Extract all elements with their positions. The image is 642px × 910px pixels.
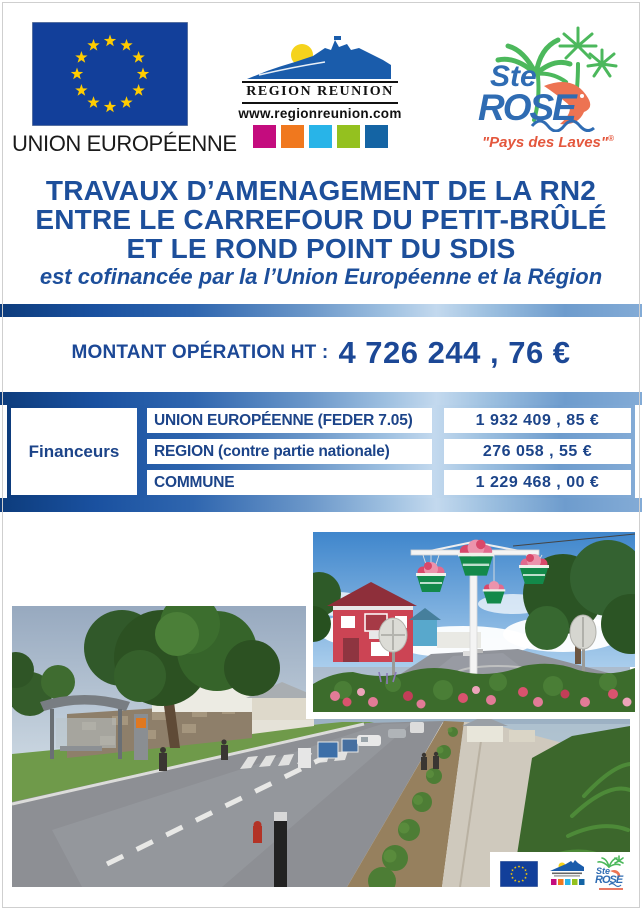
table-row-label: REGION (contre partie nationale) [147,439,432,464]
region-logo-website: www.regionreunion.com [238,106,402,121]
svg-text:ROSE: ROSE [594,874,622,886]
region-mountain-icon [245,36,395,80]
eu-flag-mini-icon [500,861,538,887]
footer-logo-strip [490,852,637,896]
sterose-name-bottom: ROSE [478,87,575,128]
title-line-3: ET LE ROND POINT DU SDIS [126,233,516,264]
sterose-logo-icon [474,24,622,132]
registered-mark: ® [608,134,614,143]
table-row-amount: 1 932 409 , 85 € [444,408,631,433]
svg-text:Ste: Ste [595,866,610,876]
region-square [253,125,276,148]
sterose-mini-icon [595,855,627,893]
gradient-bar [0,392,642,405]
region-square [309,125,332,148]
gradient-bar [0,304,642,317]
region-square-mini [551,879,557,885]
table-row-label: UNION EUROPÉENNE (FEDER 7.05) [147,408,432,433]
eu-logo-label: UNION EUROPÉENNE [12,131,237,156]
fire-hydrant [253,821,262,843]
flower-street-photo [306,532,635,719]
region-reunion-mini-icon [549,859,585,889]
region-logo-name: REGION REUNION [242,81,398,104]
bollard [274,812,287,887]
financeurs-table [7,405,635,498]
region-square [337,125,360,148]
title-line-2: ENTRE LE CARREFOUR DU PETIT-BRÛLÉ [35,204,607,235]
gradient-bar [0,498,642,512]
vacoa-spikes [560,28,616,76]
region-square [281,125,304,148]
table-row-label: COMMUNE [147,470,432,495]
cofinancing-subtitle: est cofinancée par la l’Union Européenne et la Région [39,264,603,289]
sterose-logo [472,24,624,151]
title-line-1: TRAVAUX D’AMENAGEMENT DE LA RN2 [45,175,597,206]
region-color-squares [236,125,404,148]
amount-value: 4 726 244 , 76 € [338,334,571,370]
region-square [365,125,388,148]
table-row-amount: 1 229 468 , 00 € [444,470,631,495]
sterose-name-top: Ste [490,60,537,93]
table-row-amount: 276 058 , 55 € [444,439,631,464]
main-title [0,176,642,263]
operation-amount [0,325,642,380]
amount-label: MONTANT OPÉRATION HT : [71,341,329,363]
financeurs-header-cell: Financeurs [11,408,137,495]
eu-flag-icon [32,22,188,126]
region-reunion-logo [236,36,404,148]
eu-logo [12,22,237,157]
sterose-tagline: "Pays des Laves"® [482,134,614,151]
